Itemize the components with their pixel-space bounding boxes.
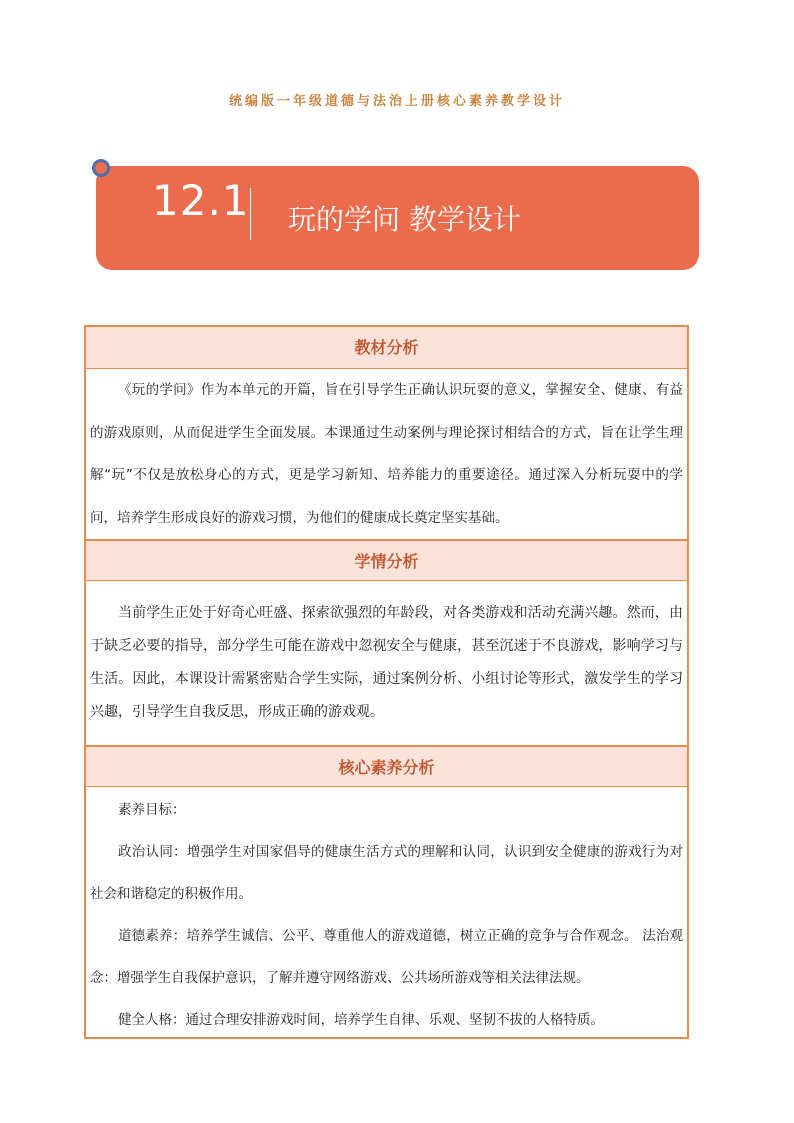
personality-text: 健全人格：通过合理安排游戏时间，培养学生自律、乐观、坚韧不拔的人格特质。 — [118, 1012, 604, 1028]
moral-literacy-text: 道德素养：培养学生诚信、公平、尊重他人的游戏道德，树立正确的竞争与合作观念。 法治观念：增强学生自我保护意识，了解并遵守网络游戏、公共场所游戏等相关法律法规。 — [90, 928, 683, 986]
lesson-title: 玩的学问 教学设计 — [288, 203, 521, 236]
section-heading-core: 核心素养分析 — [86, 745, 687, 787]
lesson-number: 12.1 — [152, 176, 250, 225]
section-body-student — [86, 583, 687, 745]
textbook-analysis-text: 《玩的学问》作为本单元的开篇，旨在引导学生正确认识玩耍的意义，掌握安全、健康、有益的游戏原则，从而促进学生全面发展。本课通过生动案例与理论探讨相结合的方式，旨在让学生理解“玩”不仅是放松身心的方式，更是学习新知、培养能力的重要途径。通过深入分析玩耍中的学问，培养学生形成良好的游戏习惯，为他们的健康成长奠定坚实基础。 — [90, 382, 683, 526]
section-body-core — [86, 789, 687, 1037]
section-body-textbook — [86, 369, 687, 539]
goals-label: 素养目标： — [118, 802, 186, 818]
section-heading-student: 学情分析 — [86, 539, 687, 581]
bullet-dot-icon — [92, 159, 110, 177]
title-divider — [250, 188, 251, 240]
student-analysis-text: 当前学生正处于好奇心旺盛、探索欲强烈的年龄段，对各类游戏和活动充满兴趣。然而，由于缺乏必要的指导，部分学生可能在游戏中忽视安全与健康，甚至沉迷于不良游戏，影响学习与生活。因此，本课设计需紧密贴合学生实际，通过案例分析、小组讨论等形式，激发学生的学习兴趣，引导学生自我反思，形成正确的游戏观。 — [90, 605, 683, 720]
series-header: 统编版一年级道德与法治上册核心素养教学设计 — [228, 94, 565, 109]
political-identity-text: 政治认同：增强学生对国家倡导的健康生活方式的理解和认同，认识到安全健康的游戏行为对社会和谐稳定的积极作用。 — [90, 844, 683, 902]
lesson-design-table — [84, 325, 689, 1039]
section-heading-textbook: 教材分析 — [86, 327, 687, 369]
